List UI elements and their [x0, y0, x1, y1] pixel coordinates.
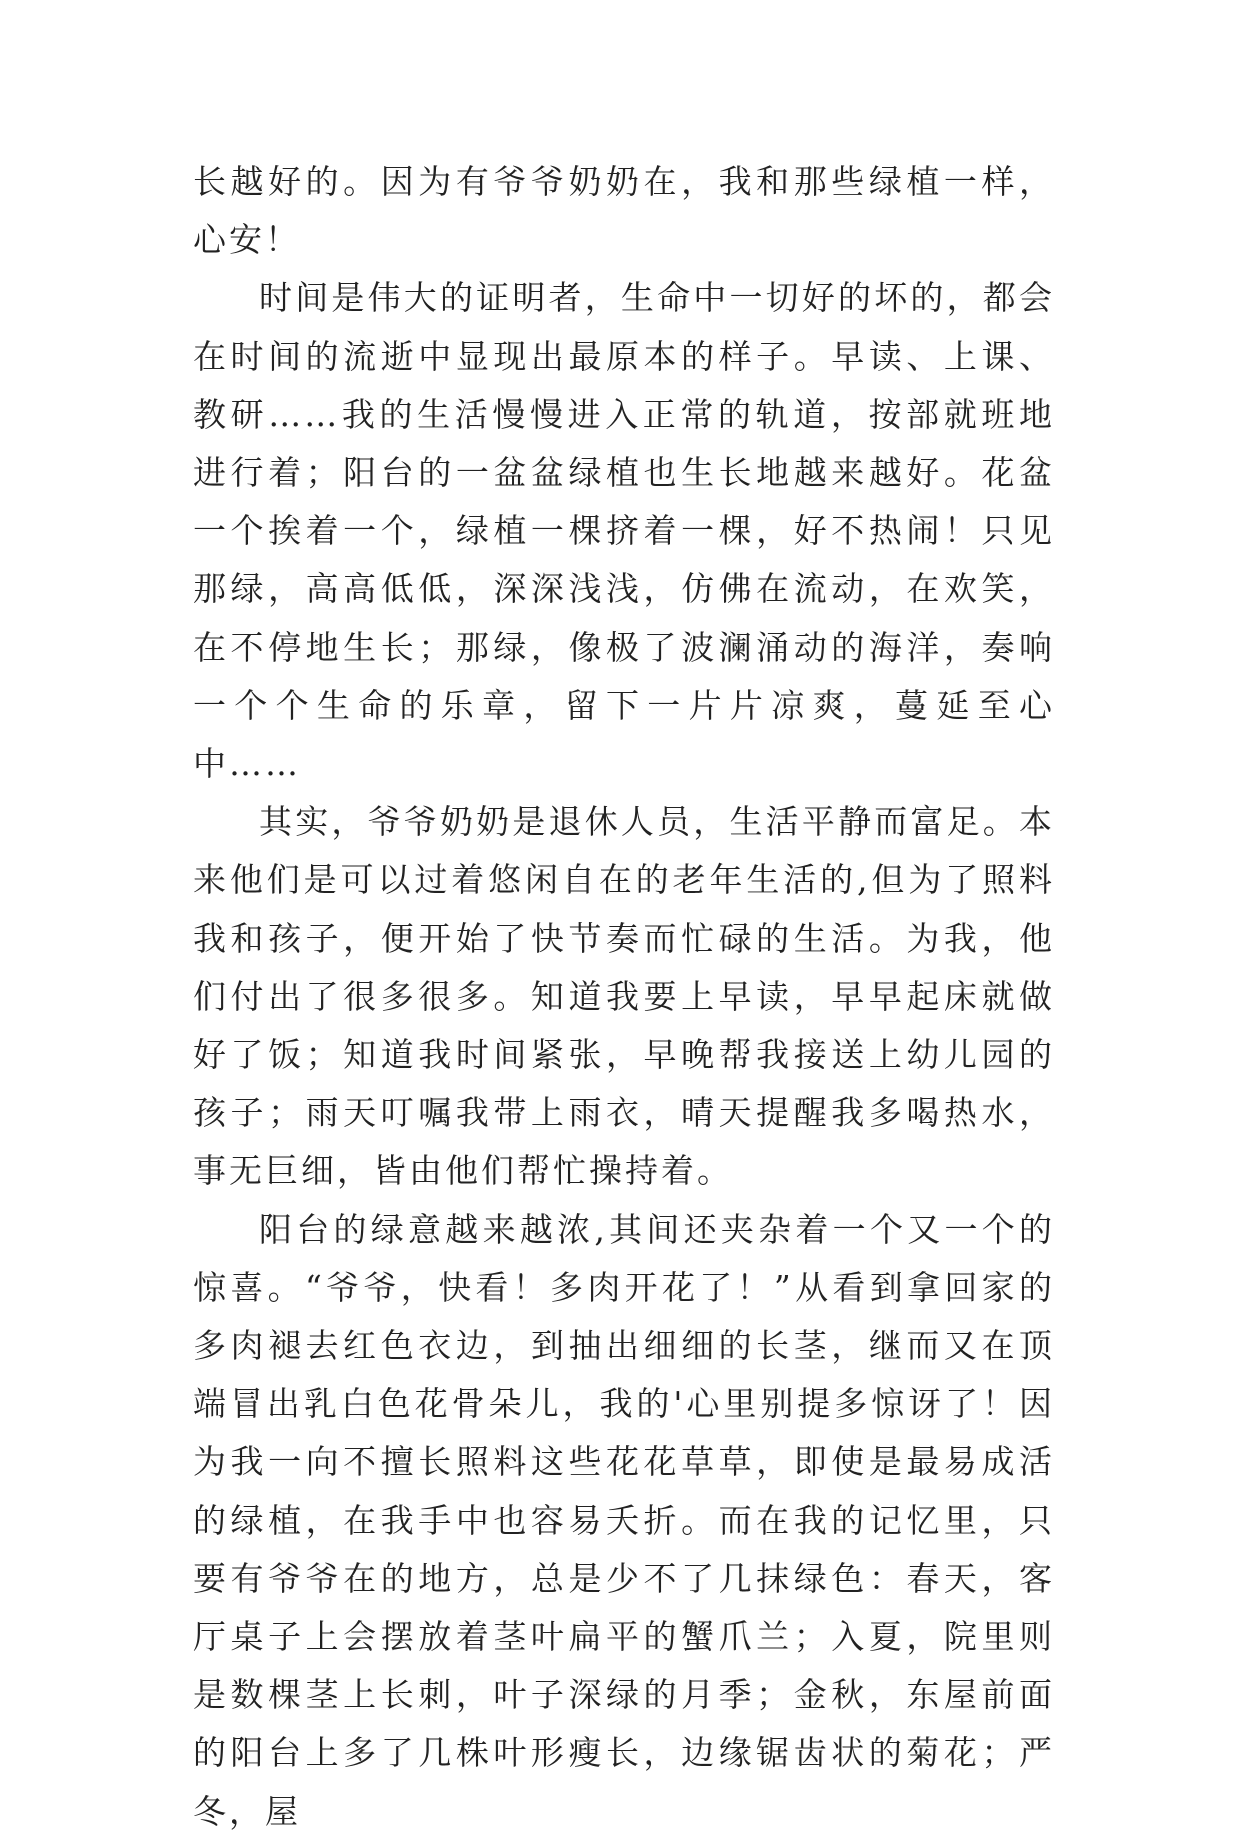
paragraph-3: 其实，爷爷奶奶是退休人员，生活平静而富足。本来他们是可以过着悠闲自在的老年生活的,但为了照料我和孩子，便开始了快节奏而忙碌的生活。为我，他们付出了很多很多。知道我要上早读，早早起床就做好了饭；知道我时间紧张，早晚帮我接送上幼儿园的孩子；雨天叮嘱我带上雨衣，晴天提醒我多喝热水，事无巨细，皆由他们帮忙操持着。: [193, 802, 1055, 1191]
paragraph-2: 时间是伟大的证明者，生命中一切好的坏的，都会在时间的流逝中显现出最原本的样子。早读、上课、教研……我的生活慢慢进入正常的轨道，按部就班地进行着；阳台的一盆盆绿植也生长地越来越好。花盆一个挨着一个，绿植一棵挤着一棵，好不热闹！只见那绿，高高低低，深深浅浅，仿佛在流动，在欢笑，在不停地生长；那绿，像极了波澜涌动的海洋，奏响一个个生命的乐章，留下一片片凉爽，蔓延至心中……: [193, 278, 1055, 784]
paragraph-1: 长越好的。因为有爷爷奶奶在，我和那些绿植一样，心安！: [193, 162, 1055, 260]
paragraph-4: 阳台的绿意越来越浓,其间还夹杂着一个又一个的惊喜。“爷爷，快看！多肉开花了！”从看到拿回家的多肉褪去红色衣边，到抽出细细的长茎，继而又在顶端冒出乳白色花骨朵儿，我的'心里别提多惊讶了！因为我一向不擅长照料这些花花草草，即使是最易成活的绿植，在我手中也容易夭折。而在我的记忆里，只要有爷爷在的地方，总是少不了几抹绿色：春天，客厅桌子上会摆放着茎叶扁平的蟹爪兰；入夏，院里则是数棵茎上长刺，叶子深绿的月季；金秋，东屋前面的阳台上多了几株叶形瘦长，边缘锯齿状的菊花；严冬，屋: [193, 1209, 1055, 1831]
document-body: [193, 153, 1055, 1841]
